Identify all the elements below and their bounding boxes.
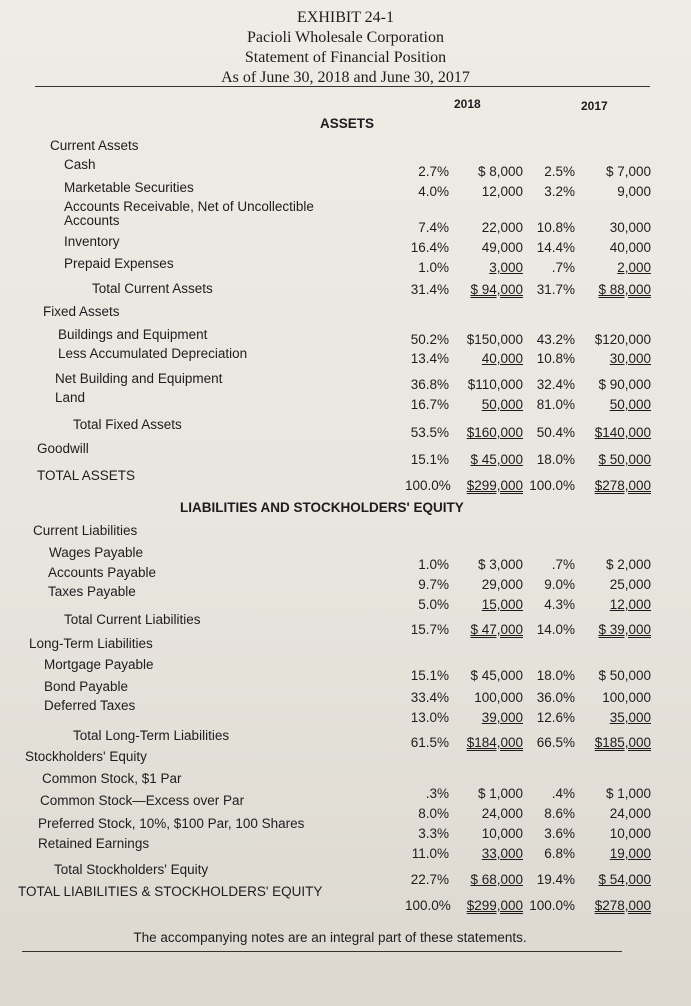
- label-accounts-receivable-2: Accounts: [64, 213, 120, 228]
- label-total-stockholders-equity: Total Stockholders' Equity: [54, 862, 209, 877]
- row-cash: [395, 164, 655, 182]
- row-common-stock-excess: [395, 806, 655, 824]
- label-current-assets: Current Assets: [50, 138, 139, 153]
- label-retained-earnings: Retained Earnings: [38, 836, 150, 851]
- row-total-stockholders-equity: [395, 872, 655, 890]
- amount-2018: 100,000: [474, 690, 523, 705]
- amount-2018: $ 68,000: [470, 872, 523, 887]
- label-common-stock-excess: Common Stock—Excess over Par: [40, 793, 245, 808]
- amount-2018: $ 1,000: [477, 786, 523, 801]
- pct-2017: 100.0%: [529, 898, 575, 913]
- label-total-liabilities-equity: TOTAL LIABILITIES & STOCKHOLDERS' EQUITY: [18, 884, 323, 899]
- row-total-current-assets: [395, 282, 655, 300]
- statement-period: As of June 30, 2018 and June 30, 2017: [221, 69, 470, 86]
- row-mortgage-payable: [395, 668, 655, 686]
- amount-2017: $ 90,000: [598, 377, 651, 392]
- pct-2018: 61.5%: [410, 735, 449, 750]
- pct-2017: 14.4%: [536, 240, 575, 255]
- row-preferred-stock: [395, 826, 655, 844]
- label-fixed-assets: Fixed Assets: [43, 304, 120, 319]
- pct-2017: .7%: [551, 260, 575, 275]
- amount-2017: $ 50,000: [598, 668, 651, 683]
- label-land: Land: [55, 390, 86, 405]
- label-prepaid-expenses: Prepaid Expenses: [64, 256, 174, 271]
- pct-2018: 31.4%: [410, 282, 449, 297]
- amount-2018: $150,000: [466, 332, 523, 347]
- pct-2018: 1.0%: [418, 260, 449, 275]
- label-inventory: Inventory: [64, 234, 120, 249]
- amount-2018: $ 47,000: [470, 622, 523, 637]
- amount-2018: 29,000: [481, 577, 523, 592]
- amount-2018: $ 3,000: [477, 557, 523, 572]
- row-prepaid-expenses: [395, 260, 655, 278]
- label-mortgage-payable: Mortgage Payable: [44, 657, 154, 672]
- footnote: The accompanying notes are an integral part of these statements.: [133, 930, 527, 945]
- pct-2018: 4.0%: [418, 184, 449, 199]
- amount-2018: 39,000: [481, 710, 523, 725]
- label-accounts-receivable: Accounts Receivable, Net of Uncollectible: [64, 199, 314, 214]
- pct-2017: 19.4%: [536, 872, 575, 887]
- amount-2018: $299,000: [466, 478, 523, 493]
- amount-2018: $184,000: [466, 735, 523, 750]
- amount-2017: 30,000: [609, 351, 651, 366]
- amount-2017: 9,000: [617, 184, 651, 199]
- pct-2017: 66.5%: [536, 735, 575, 750]
- footer-rule: [22, 951, 622, 952]
- amount-2018: 49,000: [481, 240, 523, 255]
- row-retained-earnings: [395, 846, 655, 864]
- amount-2018: $160,000: [466, 425, 523, 440]
- label-cash: Cash: [64, 157, 96, 172]
- pct-2017: 12.6%: [536, 710, 575, 725]
- pct-2018: 5.0%: [418, 597, 449, 612]
- amount-2018: 15,000: [481, 597, 523, 612]
- row-accounts-payable: [395, 577, 655, 595]
- label-deferred-taxes: Deferred Taxes: [44, 698, 136, 713]
- amount-2017: $278,000: [594, 478, 651, 493]
- amount-2018: $ 94,000: [470, 282, 523, 297]
- pct-2018: 11.0%: [411, 846, 449, 861]
- pct-2018: 3.3%: [418, 826, 449, 841]
- header-rule: [35, 86, 650, 87]
- pct-2017: 4.3%: [544, 597, 575, 612]
- label-total-long-term: Total Long-Term Liabilities: [73, 728, 230, 743]
- row-inventory: [395, 240, 655, 258]
- pct-2017: 9.0%: [544, 577, 575, 592]
- pct-2018: 100.0%: [405, 478, 451, 493]
- amount-2017: 35,000: [609, 710, 651, 725]
- amount-2017: $120,000: [594, 332, 651, 347]
- pct-2017: 3.6%: [544, 826, 575, 841]
- pct-2017: 36.0%: [536, 690, 575, 705]
- row-total-liabilities-equity: [395, 898, 655, 916]
- pct-2018: 13.4%: [410, 351, 449, 366]
- amount-2018: 40,000: [481, 351, 523, 366]
- pct-2017: 8.6%: [544, 806, 575, 821]
- pct-2017: 10.8%: [536, 351, 575, 366]
- amount-2018: $110,000: [467, 377, 523, 392]
- row-goodwill: [395, 452, 655, 470]
- pct-2017: 43.2%: [536, 332, 575, 347]
- label-long-term-liabilities: Long-Term Liabilities: [29, 636, 153, 651]
- amount-2017: 50,000: [609, 397, 651, 412]
- label-common-stock: Common Stock, $1 Par: [42, 771, 182, 786]
- amount-2017: 30,000: [609, 220, 651, 235]
- pct-2018: 13.0%: [410, 710, 449, 725]
- amount-2017: 24,000: [609, 806, 651, 821]
- pct-2017: 18.0%: [536, 452, 575, 467]
- pct-2017: 50.4%: [536, 425, 575, 440]
- amount-2017: $ 39,000: [598, 622, 651, 637]
- amount-2018: $299,000: [466, 898, 523, 913]
- label-accounts-payable: Accounts Payable: [48, 565, 157, 580]
- amount-2018: $ 45,000: [470, 452, 523, 467]
- row-net-building: [395, 377, 655, 395]
- pct-2018: 15.1%: [410, 668, 449, 683]
- amount-2017: 25,000: [609, 577, 651, 592]
- amount-2017: $ 2,000: [605, 557, 651, 572]
- label-stockholders-equity: Stockholders' Equity: [25, 749, 147, 764]
- amount-2017: $ 88,000: [598, 282, 651, 297]
- label-current-liabilities: Current Liabilities: [33, 523, 138, 538]
- pct-2018: 16.4%: [410, 240, 449, 255]
- amount-2018: $ 45,000: [470, 668, 523, 683]
- company-name: Pacioli Wholesale Corporation: [247, 29, 444, 46]
- row-taxes-payable: [395, 597, 655, 615]
- amount-2017: 10,000: [609, 826, 651, 841]
- row-less-depreciation: [395, 351, 655, 369]
- pct-2018: 36.8%: [410, 377, 449, 392]
- row-total-fixed: [395, 425, 655, 443]
- column-2018: 2018: [454, 97, 481, 111]
- label-marketable-securities: Marketable Securities: [64, 180, 194, 195]
- label-taxes-payable: Taxes Payable: [48, 584, 136, 599]
- row-deferred-taxes: [395, 710, 655, 728]
- row-bond-payable: [395, 690, 655, 708]
- pct-2017: 31.7%: [536, 282, 575, 297]
- amount-2017: 2,000: [617, 260, 651, 275]
- row-buildings: [395, 332, 655, 350]
- amount-2018: 33,000: [481, 846, 523, 861]
- row-wages-payable: [395, 557, 655, 575]
- pct-2017: 14.0%: [536, 622, 575, 637]
- row-land: [395, 397, 655, 415]
- pct-2018: 15.1%: [410, 452, 449, 467]
- amount-2018: 24,000: [481, 806, 523, 821]
- assets-title: ASSETS: [320, 116, 375, 131]
- pct-2018: 15.7%: [410, 622, 449, 637]
- amount-2017: $ 50,000: [598, 452, 651, 467]
- label-bond-payable: Bond Payable: [44, 679, 129, 694]
- pct-2017: 10.8%: [536, 220, 575, 235]
- amount-2018: 10,000: [481, 826, 523, 841]
- label-preferred-stock: Preferred Stock, 10%, $100 Par, 100 Shares: [38, 816, 305, 831]
- label-total-assets: TOTAL ASSETS: [37, 468, 136, 483]
- amount-2018: 3,000: [489, 260, 523, 275]
- column-2017: 2017: [581, 99, 608, 113]
- pct-2018: 33.4%: [410, 690, 449, 705]
- pct-2018: 100.0%: [405, 898, 451, 913]
- amount-2018: $ 8,000: [477, 164, 523, 179]
- amount-2017: $ 1,000: [605, 786, 651, 801]
- pct-2017: 6.8%: [544, 846, 575, 861]
- exhibit-number: EXHIBIT 24-1: [296, 9, 395, 26]
- amount-2017: $185,000: [594, 735, 651, 750]
- liabilities-title: LIABILITIES AND STOCKHOLDERS' EQUITY: [180, 500, 464, 515]
- pct-2017: 32.4%: [536, 377, 575, 392]
- pct-2018: 53.5%: [410, 425, 449, 440]
- pct-2018: 8.0%: [418, 806, 449, 821]
- pct-2018: 22.7%: [410, 872, 449, 887]
- pct-2018: 2.7%: [418, 164, 449, 179]
- pct-2018: 50.2%: [410, 332, 449, 347]
- row-total-long-term: [395, 735, 655, 753]
- label-total-current-assets: Total Current Assets: [92, 281, 213, 296]
- amount-2017: 19,000: [609, 846, 651, 861]
- label-net-building: Net Building and Equipment: [55, 371, 223, 386]
- pct-2017: 81.0%: [536, 397, 575, 412]
- statement-title: Statement of Financial Position: [244, 49, 447, 66]
- row-accounts-receivable: [395, 220, 655, 238]
- label-goodwill: Goodwill: [37, 441, 89, 456]
- amount-2017: $278,000: [594, 898, 651, 913]
- row-common-stock: [395, 786, 655, 804]
- amount-2017: $ 54,000: [598, 872, 651, 887]
- amount-2017: $140,000: [594, 425, 651, 440]
- row-total-current-liabilities: [395, 622, 655, 640]
- pct-2017: 18.0%: [536, 668, 575, 683]
- pct-2018: 7.4%: [418, 220, 449, 235]
- pct-2018: 9.7%: [418, 577, 449, 592]
- row-total-assets: [395, 478, 655, 496]
- label-wages-payable: Wages Payable: [49, 545, 144, 560]
- row-marketable-securities: [395, 184, 655, 202]
- amount-2018: 12,000: [481, 184, 523, 199]
- pct-2018: .3%: [425, 786, 449, 801]
- pct-2017: .7%: [551, 557, 575, 572]
- amount-2017: 40,000: [609, 240, 651, 255]
- pct-2017: 3.2%: [544, 184, 575, 199]
- label-total-fixed: Total Fixed Assets: [73, 417, 182, 432]
- amount-2017: $ 7,000: [605, 164, 651, 179]
- pct-2017: .4%: [551, 786, 575, 801]
- pct-2017: 2.5%: [544, 164, 575, 179]
- amount-2017: 100,000: [602, 690, 651, 705]
- amount-2017: 12,000: [609, 597, 651, 612]
- pct-2018: 16.7%: [410, 397, 449, 412]
- pct-2017: 100.0%: [529, 478, 575, 493]
- label-buildings: Buildings and Equipment: [58, 327, 208, 342]
- label-less-depreciation: Less Accumulated Depreciation: [58, 346, 248, 361]
- label-total-current-liabilities: Total Current Liabilities: [64, 612, 201, 627]
- amount-2018: 22,000: [481, 220, 523, 235]
- pct-2018: 1.0%: [418, 557, 449, 572]
- amount-2018: 50,000: [481, 397, 523, 412]
